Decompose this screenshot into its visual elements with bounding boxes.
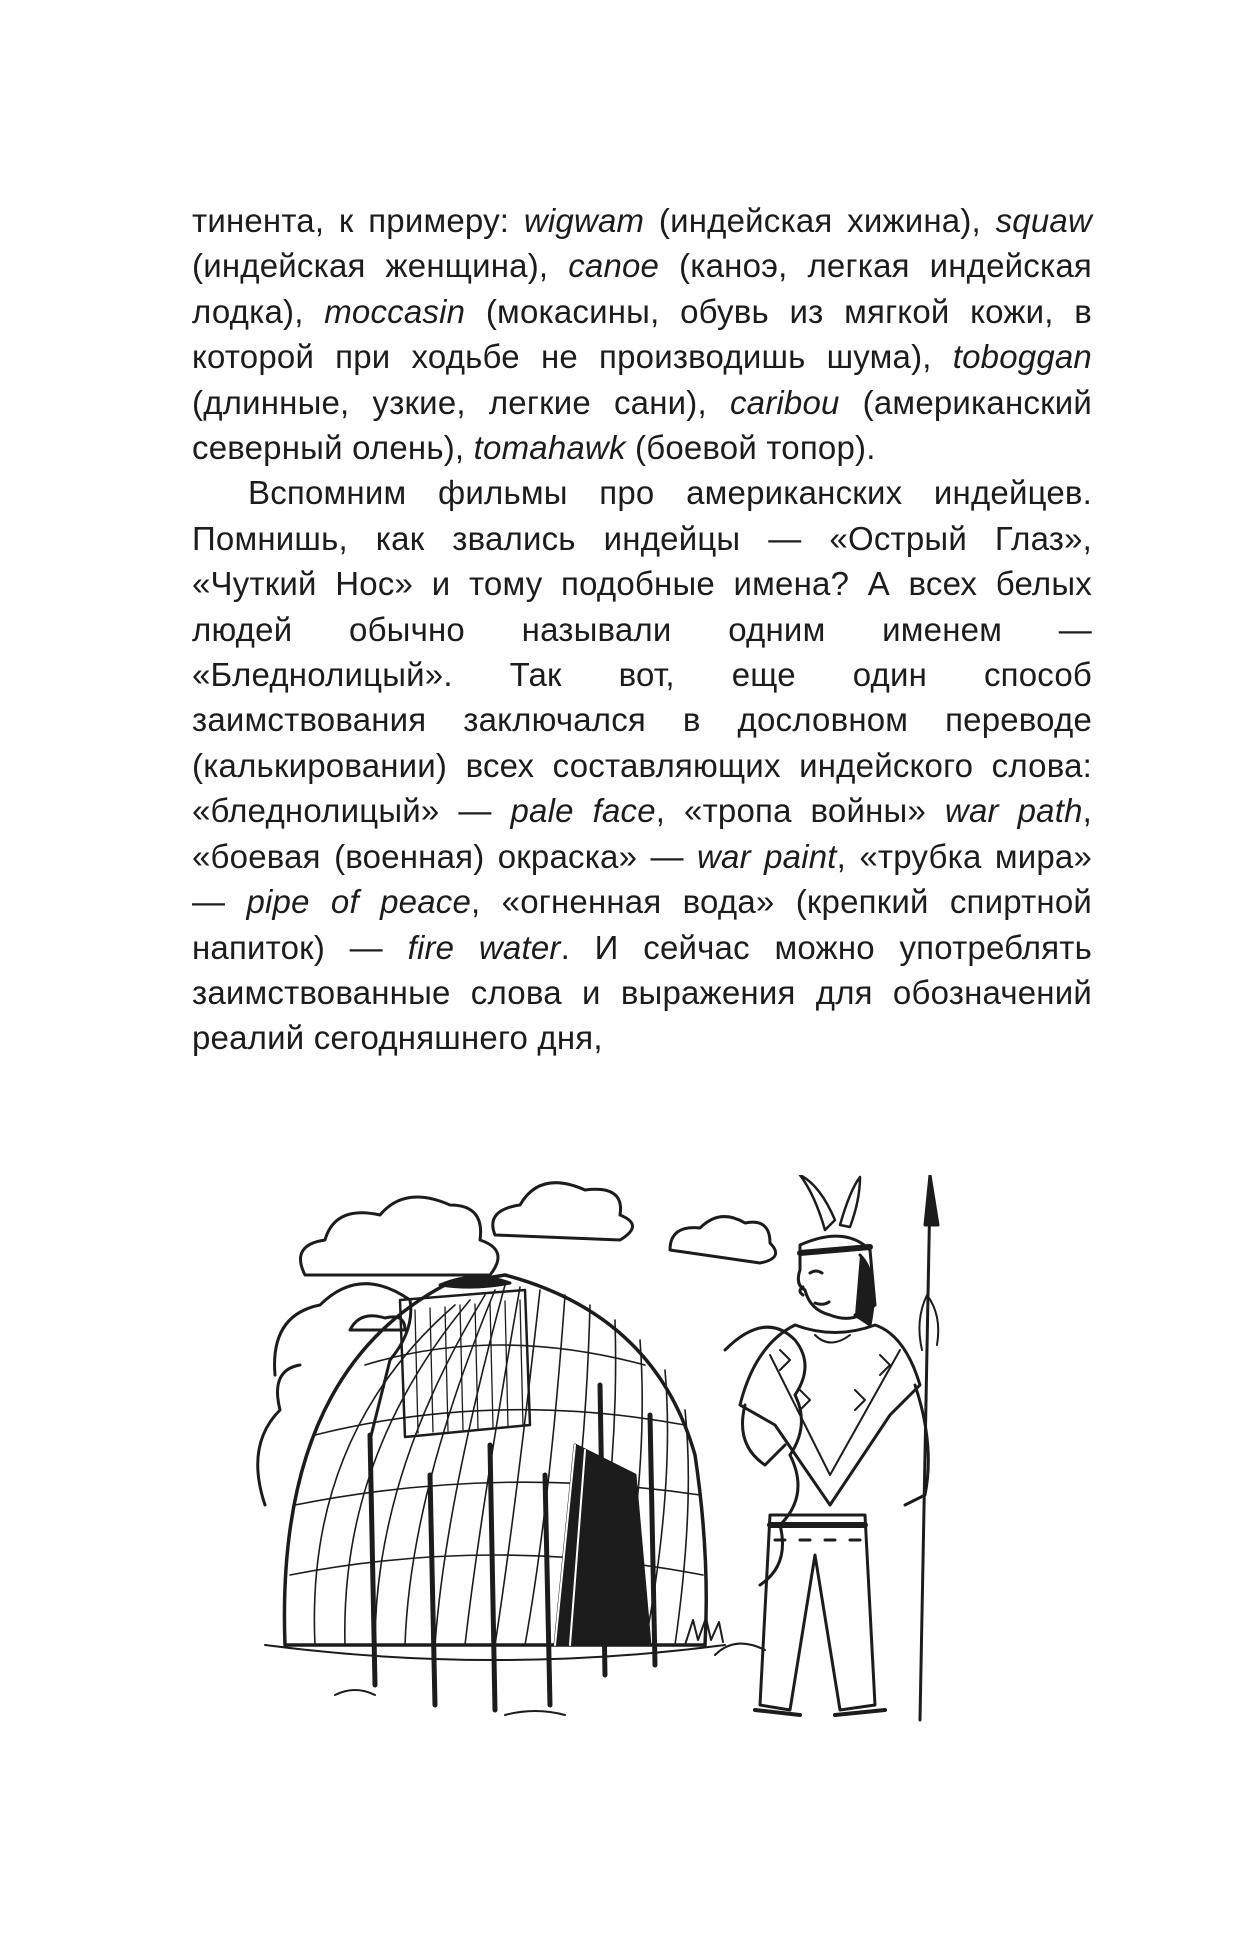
english-term: tomahawk — [473, 429, 626, 467]
warrior-legs — [760, 1515, 875, 1710]
cloud-right — [670, 1217, 776, 1263]
text-run: Вспомним фильмы про американских индейцев. Помнишь, как звались индейцы — «Острый Глаз», «Чуткий Нос» и тому подобные имена? А всех белых людей обычно называли одним именем — «Бледнолицый». Так вот, еще один способ заимствования заключался в дословном переводе (калькировании) всех составляющих индейского слова: «бледнолицый» — — [192, 474, 1092, 830]
english-term: fire water — [407, 928, 561, 966]
ground — [265, 1644, 765, 1715]
text-run: (американский северный олень), — [192, 383, 1092, 467]
english-term: canoe — [568, 247, 660, 285]
text-run: , «огненная вода» (крепкий спиртной напиток) — — [192, 883, 1093, 966]
smoke-hole — [440, 1277, 510, 1287]
warrior-arm-left — [743, 1405, 786, 1465]
text-run: , «тропа войны» — [655, 792, 945, 830]
text-run: (индейская женщина), — [192, 247, 569, 285]
text-run: (каноэ, легкая индейская лодка), — [192, 247, 1092, 330]
english-term: war paint — [697, 837, 837, 875]
page-body-text — [192, 198, 1092, 1061]
text-run: (мокасины, обувь из мягкой кожи, в которой при ходьбе не производишь шума), — [192, 292, 1092, 376]
english-term: pale face — [510, 792, 656, 830]
english-term: toboggan — [952, 338, 1092, 376]
english-term: wigwam — [523, 202, 645, 239]
paragraph — [192, 470, 1092, 1060]
warrior-poncho — [740, 1325, 920, 1505]
text-run: (боевой топор). — [625, 429, 876, 467]
tree-right — [725, 1327, 805, 1585]
wigwam-and-native-american-illustration — [255, 1175, 1055, 1735]
cloud-left — [301, 1197, 499, 1275]
paragraph — [192, 198, 1092, 470]
english-term: war path — [944, 792, 1083, 830]
english-term: pipe of peace — [246, 883, 472, 921]
text-run: , «трубка мира» — — [192, 837, 1092, 921]
english-term: moccasin — [324, 292, 466, 330]
english-term: squaw — [995, 202, 1092, 239]
text-run: (длинные, узкие, легкие сани), — [192, 383, 730, 421]
text-run: (индейская хижина), — [644, 202, 996, 239]
english-term: caribou — [729, 383, 840, 421]
text-run: тинента, к примеру: — [192, 202, 524, 239]
text-run: , «боевая (военная) окраска» — — [192, 792, 1092, 875]
text-run: . И сейчас можно употреблять заимствованные слова и выражения для обозначений реалий сегодняшнего дня, — [192, 928, 1092, 1057]
headdress-feather — [800, 1175, 860, 1230]
cloud-center — [493, 1183, 633, 1240]
